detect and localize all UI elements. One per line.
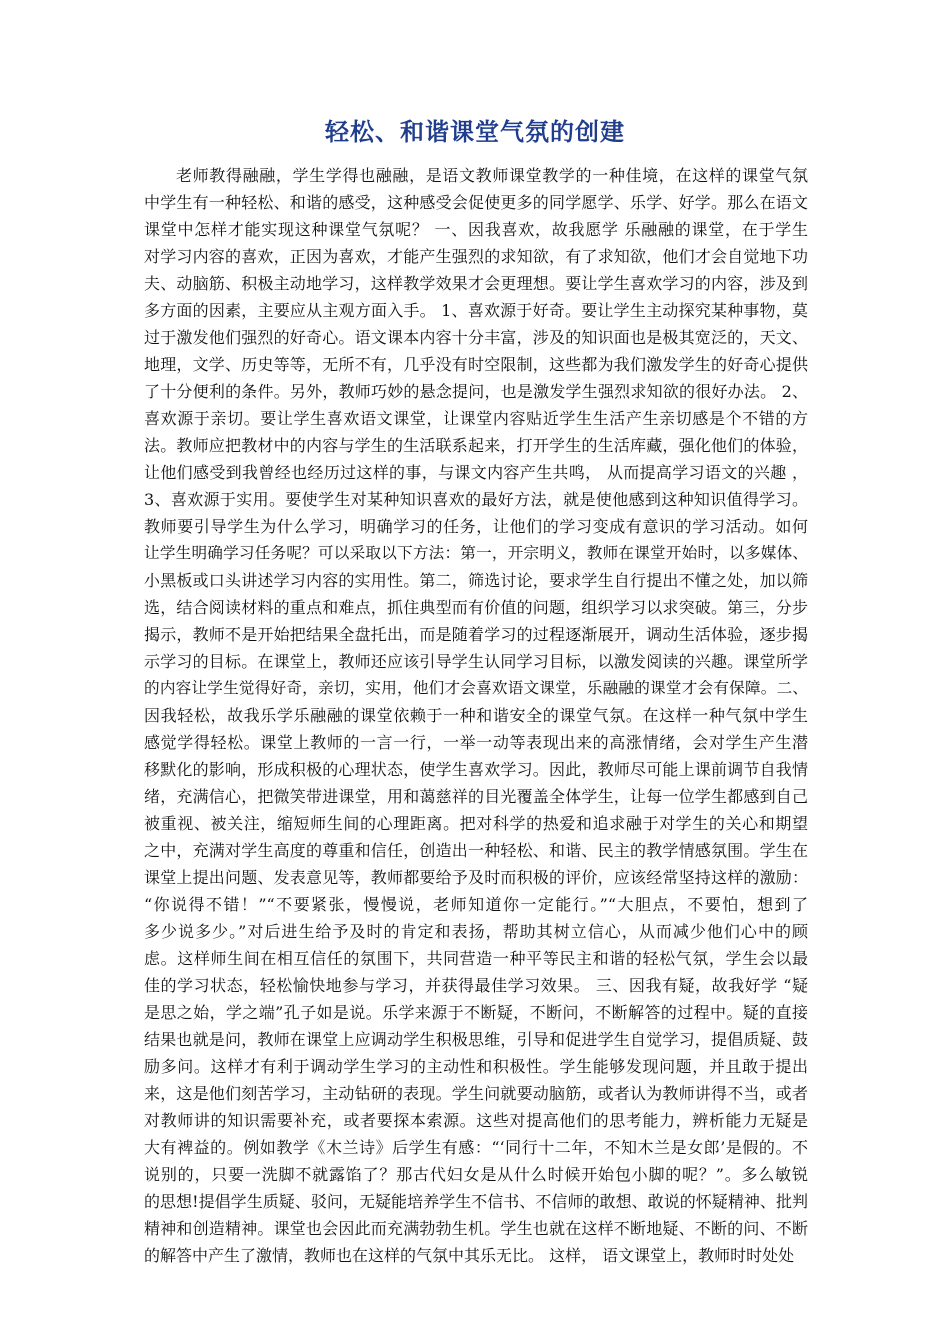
body-text-line: 小黑板或口头讲述学习内容的实用性。第二，筛选讨论，要求学生自行提出不懂之处，加以筛 <box>144 571 808 590</box>
body-text-line: 课堂中怎样才能实现这种课堂气氛呢？ 一、因我喜欢，故我愿学 乐融融的课堂，在于学生 <box>144 220 808 239</box>
body-text-line: 过于激发他们强烈的好奇心。语文课本内容十分丰富，涉及的知识面也是极其宽泛的，天文、 <box>144 328 808 347</box>
document-body <box>144 162 808 1269</box>
body-text-line: 揭示，教师不是开始把结果全盘托出，而是随着学习的过程逐渐展开，调动生活体验，逐步揭 <box>144 625 808 644</box>
body-text-line: 因我轻松，故我乐学乐融融的课堂依赖于一种和谐安全的课堂气氛。在这样一种气氛中学生 <box>144 706 808 725</box>
body-text-line: 多少说多少。”对后进生给予及时的肯定和表扬，帮助其树立信心，从而减少他们心中的顾 <box>144 922 808 941</box>
body-text-line: “你说得不错！”“不要紧张，慢慢说，老师知道你一定能行。”“大胆点，不要怕，想到了 <box>144 895 808 914</box>
body-text-line: 大有裨益的。例如教学《木兰诗》后学生有感：“‘同行十二年，不知木兰是女郎’是假的。不 <box>144 1138 808 1157</box>
body-text-line: 移默化的影响，形成积极的心理状态，使学生喜欢学习。因此，教师尽可能上课前调节自我情 <box>144 760 808 779</box>
body-text-line: 对教师讲的知识需要补充，或者要探本索源。这些对提高他们的思考能力，辨析能力无疑是 <box>144 1111 808 1130</box>
body-text-line: 说别的，只要一洗脚不就露馅了？那古代妇女是从什么时候开始包小脚的呢？”。多么敏锐 <box>144 1165 808 1184</box>
body-text-line: 夫、动脑筋、积极主动地学习，这样教学效果才会更理想。要让学生喜欢学习的内容，涉及到 <box>144 274 808 293</box>
body-text-line: 让学生明确学习任务呢？可以采取以下方法：第一，开宗明义，教师在课堂开始时，以多媒体、 <box>144 544 808 562</box>
body-text-line: 多方面的因素，主要应从主观方面入手。 1、喜欢源于好奇。要让学生主动探究某种事物，莫 <box>144 301 808 320</box>
body-text-line: 绪，充满信心，把微笑带进课堂，用和蔼慈祥的目光覆盖全体学生，让每一位学生都感到自己 <box>144 787 808 806</box>
body-text-line: 3、喜欢源于实用。要使学生对某种知识喜欢的最好方法，就是使他感到这种知识值得学习。 <box>144 490 808 509</box>
body-text-line: 虑。这样师生间在相互信任的氛围下，共同营造一种平等民主和谐的轻松气氛，学生会以最 <box>144 949 808 968</box>
body-text-line: 教师要引导学生为什么学习，明确学习的任务，让他们的学习变成有意识的学习活动。如何 <box>144 517 808 536</box>
body-text-line: 的解答中产生了激情，教师也在这样的气氛中其乐无比。 这样， 语文课堂上，教师时时处处 <box>144 1246 795 1265</box>
body-text-line: 是思之始，学之端”孔子如是说。乐学来源于不断疑，不断问，不断解答的过程中。疑的直接 <box>144 1003 808 1022</box>
body-text-line: 课堂上提出问题、发表意见等，教师都要给予及时而积极的评价，应该经常坚持这样的激励： <box>144 868 808 887</box>
body-text-line: 法。教师应把教材中的内容与学生的生活联系起来，打开学生的生活库藏，强化他们的体验， <box>144 436 808 455</box>
body-text-line: 中学生有一种轻松、和谐的感受，这种感受会促使更多的同学愿学、乐学、好学。那么在语文 <box>144 193 808 212</box>
body-text-line: 感觉学得轻松。课堂上教师的一言一行，一举一动等表现出来的高涨情绪，会对学生产生潜 <box>144 733 808 752</box>
body-text-line: 地理，文学、历史等等，无所不有，几乎没有时空限制，这些都为我们激发学生的好奇心提供 <box>144 355 808 374</box>
body-text-line: 喜欢源于亲切。要让学生喜欢语文课堂，让课堂内容贴近学生生活产生亲切感是个不错的方 <box>144 409 808 428</box>
body-text-line: 来，这是他们刻苦学习，主动钻研的表现。学生问就要动脑筋，或者认为教师讲得不当，或者 <box>144 1084 808 1103</box>
body-text-line: 了十分便利的条件。另外，教师巧妙的悬念提问，也是激发学生强烈求知欲的很好办法。 2、 <box>144 382 808 401</box>
body-text-line: 让他们感受到我曾经也经历过这样的事，与课文内容产生共鸣， 从而提高学习语文的兴趣 ， <box>144 463 808 482</box>
body-text-line: 的内容让学生觉得好奇，亲切，实用，他们才会喜欢语文课堂，乐融融的课堂才会有保障。二、 <box>144 679 808 697</box>
document-title: 轻松、和谐课堂气氛的创建 <box>325 117 625 146</box>
body-text-line: 选，结合阅读材料的重点和难点，抓住典型而有价值的问题，组织学习以求突破。第三，分步 <box>144 598 808 617</box>
body-text-line: 被重视、被关注，缩短师生间的心理距离。把对科学的热爱和追求融于对学生的关心和期望 <box>144 814 808 833</box>
body-text-line: 佳的学习状态，轻松愉快地参与学习，并获得最佳学习效果。 三、因我有疑，故我好学 “疑 <box>144 976 808 995</box>
body-text-line: 对学习内容的喜欢，正因为喜欢，才能产生强烈的求知欲，有了求知欲，他们才会自觉地下功 <box>144 247 808 266</box>
body-text-line: 示学习的目标。在课堂上，教师还应该引导学生认同学习目标，以激发阅读的兴趣。课堂所学 <box>144 652 808 671</box>
body-text-line: 的思想!提倡学生质疑、驳问，无疑能培养学生不信书、不信师的敢想、敢说的怀疑精神、批判 <box>144 1192 808 1211</box>
body-text-line: 结果也就是问，教师在课堂上应调动学生积极思维，引导和促进学生自觉学习，提倡质疑、鼓 <box>144 1030 808 1049</box>
body-text-line: 老师教得融融，学生学得也融融，是语文教师课堂教学的一种佳境，在这样的课堂气氛 <box>176 166 808 185</box>
body-text-line: 励多问。这样才有利于调动学生学习的主动性和积极性。学生能够发现问题，并且敢于提出 <box>144 1057 808 1076</box>
body-text-line: 精神和创造精神。课堂也会因此而充满勃勃生机。学生也就在这样不断地疑、不断的问、不断 <box>144 1219 808 1238</box>
body-text-line: 之中，充满对学生高度的尊重和信任，创造出一种轻松、和谐、民主的教学情感氛围。学生在 <box>144 841 808 860</box>
